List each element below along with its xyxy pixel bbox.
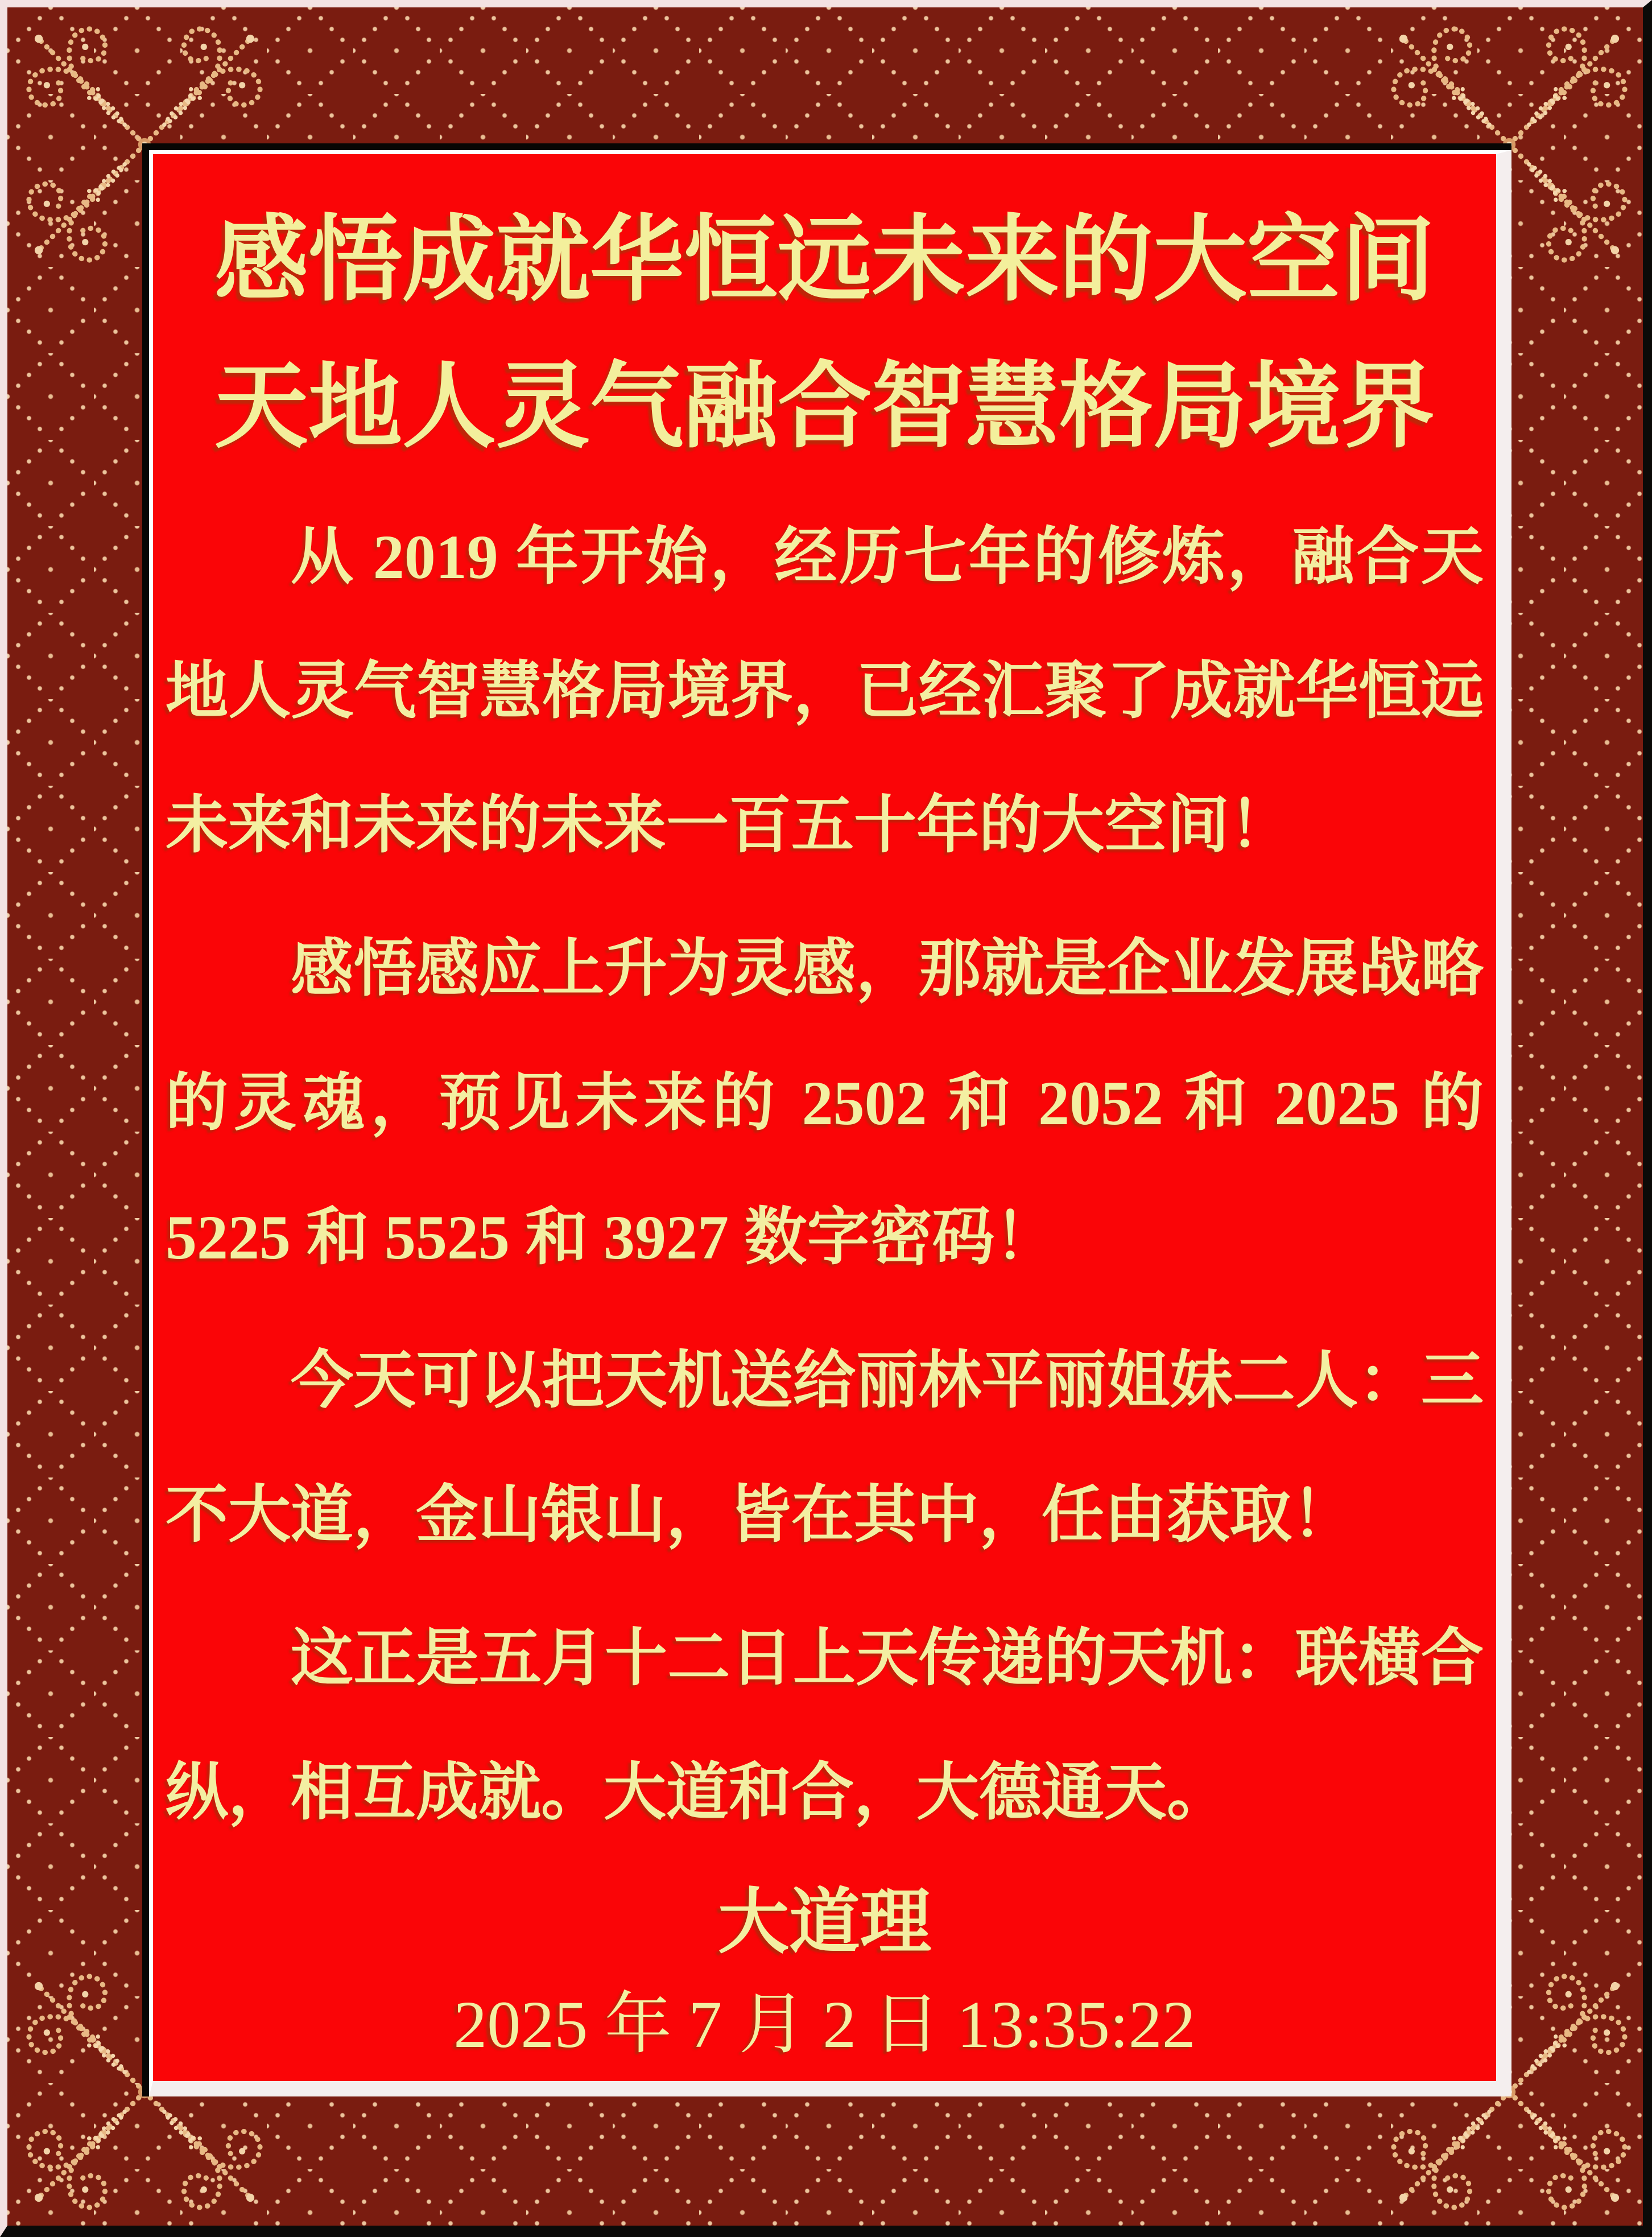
signature: 大道理	[718, 1884, 931, 1962]
timestamp: 2025 年 7 月 2 日 13:35:22	[453, 1987, 1196, 2062]
paragraph-3-line-1: 今天可以把天机送给丽林平丽姐妹二人：三	[291, 1346, 1484, 1415]
paragraph-1-line-1: 从 2019 年开始，经历七年的修炼，融合天	[291, 522, 1484, 592]
poster-title-line-2: 天地人灵气融合智慧格局境界	[214, 355, 1435, 459]
paragraph-2	[166, 902, 1484, 1305]
paragraph-3-line-2: 不大道，金山银山，皆在其中，任由获取！	[166, 1480, 1354, 1550]
paragraph-2-line-1: 感悟感应上升为灵感，那就是企业发展战略	[291, 934, 1484, 1004]
paragraph-1-line-3: 未来和未来的未来一百五十年的大空间！	[166, 791, 1292, 860]
paragraph-4-line-1: 这正是五月十二日上天传递的天机：联横合	[291, 1624, 1484, 1693]
paragraph-2-line-2: 的灵魂，预见未来的 2502 和 2052 和 2025 的	[166, 1068, 1484, 1138]
paragraph-4-line-2: 纵，相互成就。大道和合，大德通天。	[166, 1758, 1229, 1827]
paragraph-1	[166, 490, 1484, 893]
paragraph-3	[166, 1314, 1484, 1582]
paragraph-4	[166, 1591, 1484, 1860]
paragraph-2-line-3: 5225 和 5525 和 3927 数字密码！	[166, 1203, 1058, 1272]
poster-title-line-1: 感悟成就华恒远未来的大空间	[214, 208, 1435, 312]
paragraph-1-line-2: 地人灵气智慧格局境界，已经汇聚了成就华恒远	[166, 657, 1484, 726]
poster-body	[149, 150, 1511, 2096]
red-content-panel	[142, 143, 1511, 2096]
